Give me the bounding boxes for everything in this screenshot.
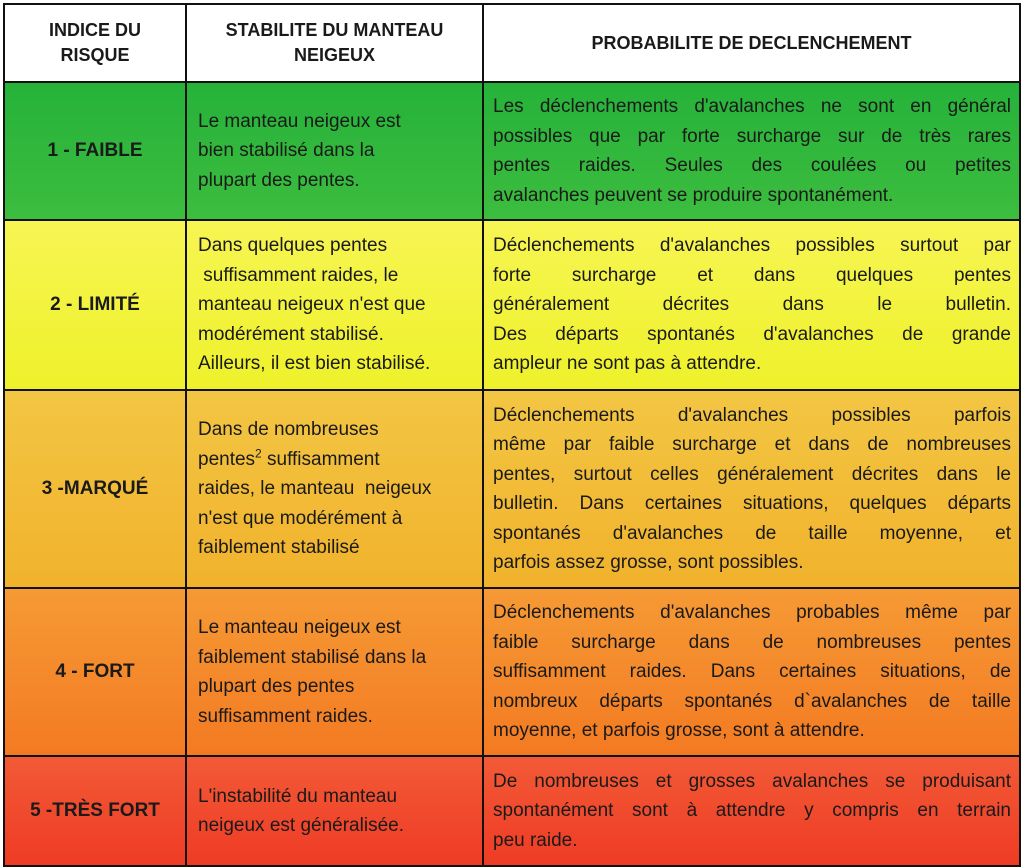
table-row [4,220,1020,390]
table-row [4,82,1020,220]
avalanche-risk-table [3,3,1021,867]
header-row [4,4,1020,82]
risk-level: 1 - FAIBLE [4,82,186,220]
risk-level: 3 -MARQUÉ [4,390,186,588]
probability-cell: Les déclenchements d'avalanches ne sont en général possibles que par forte surcharge sur de très rares pentes raides. Seules des coulées ou petites avalanches peuvent se produire spontanément. [483,82,1020,220]
header-snowpack-stability: STABILITE DU MANTEAU NEIGEUX [186,4,483,82]
footnote-marker: 2 [255,446,262,461]
risk-level: 4 - FORT [4,588,186,756]
risk-level: 2 - LIMITÉ [4,220,186,390]
probability-cell: Déclenchements d'avalanches possibles parfois même par faible surcharge et dans de nombreuses pentes, surtout celles généralement décrites dans le bulletin. Dans certaines situations, quelques départs spontanés d'avalanches de taille moyenne, et parfois assez grosse, sont possibles. [483,390,1020,588]
table-row [4,390,1020,588]
stability-cell: Le manteau neigeux est bien stabilisé dans la plupart des pentes. [186,82,483,220]
stability-cell: L'instabilité du manteau neigeux est généralisée. [186,756,483,866]
probability-cell: De nombreuses et grosses avalanches se produisant spontanément sont à attendre y compris en terrain peu raide. [483,756,1020,866]
probability-cell: Déclenchements d'avalanches probables même par faible surcharge dans de nombreuses pentes suffisamment raides. Dans certaines situations, de nombreux départs spontanés d`avalanches de taille moyenne, et parfois grosse, sont à attendre. [483,588,1020,756]
header-risk-index: INDICE DU RISQUE [4,4,186,82]
stability-cell: Le manteau neigeux est faiblement stabilisé dans la plupart des pentes suffisamment raides. [186,588,483,756]
table-row [4,588,1020,756]
header-trigger-probability: PROBABILITE DE DECLENCHEMENT [483,4,1020,82]
table-row [4,756,1020,866]
stability-cell: Dans de nombreuses pentes$^2$ suffisamment raides, le manteau neigeux n'est que modérément à faiblement stabilisé [186,390,483,588]
risk-level: 5 -TRÈS FORT [4,756,186,866]
probability-cell: Déclenchements d'avalanches possibles surtout par forte surcharge et dans quelques pentes généralement décrites dans le bulletin. Des départs spontanés d'avalanches de grande ampleur ne sont pas à attendre. [483,220,1020,390]
stability-cell: Dans quelques pentes suffisamment raides, le manteau neigeux n'est que modérément stabilisé. Ailleurs, il est bien stabilisé. [186,220,483,390]
